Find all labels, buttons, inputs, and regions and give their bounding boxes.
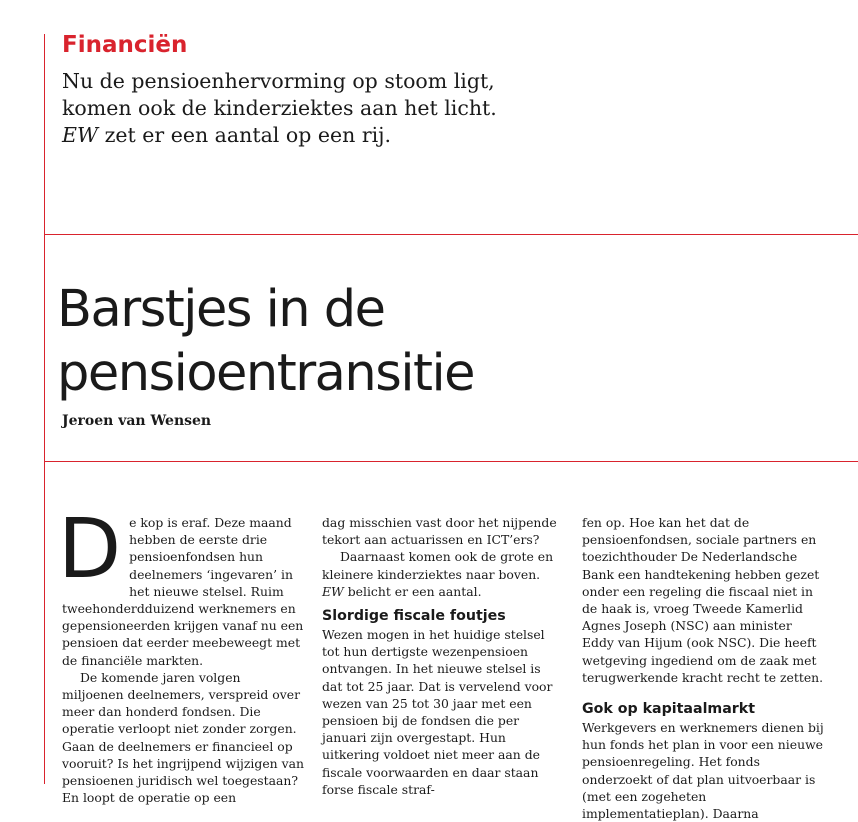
paragraph-text: Daarnaast komen ook de grote en kleinere kinderziektes naar boven. [322, 549, 554, 582]
left-rule-middle [44, 234, 45, 461]
intro-line-3: zet er een aantal op een rij. [98, 123, 392, 147]
subheading-kapitaalmarkt: Gok op kapitaalmarkt [582, 701, 756, 718]
intro-line-2: komen ook de kinderziektes aan het licht. [62, 96, 497, 120]
paragraph: Werkgevers en werknemers dienen bij hun fonds het plan in voor een nieuwe pensioenregeling. Het fonds onderzoekt of dat plan uitvoerbaar is (met een zogeheten implementatieplan). Daarna [582, 720, 824, 822]
left-rule-bottom [44, 461, 45, 784]
article-title-line-1: Barstjes in de [57, 280, 385, 339]
paragraph: Wezen mogen in het huidige stelsel tot hun dertigste wezenpensioen ontvangen. In het nieuwe stelsel is dat tot 25 jaar. Dat is vervelend voor wezen van 25 tot 30 jaar met een pensioen bij de fondsen die per januari zijn overgestapt. Hun uitkering voldoet niet meer aan de fiscale voorwaarden en daar staan forse fiscale straf- [322, 627, 553, 797]
divider-top [44, 234, 858, 235]
article-title [57, 278, 474, 406]
paragraph: e kop is eraf. Deze maand hebben de eerste drie pensioenfondsen hun deelnemers ‘ingevaren’ in het nieuwe stelsel. Ruim tweehonderdduizend werknemers en gepensioneerden krijgen vanaf nu een pensioen dat eerder meebeweegt met de financiële markten. [62, 515, 304, 668]
left-rule-top [44, 34, 45, 234]
paragraph: fen op. Hoe kan het dat de pensioenfondsen, sociale partners en toezichthouder De Nederlandsche Bank een handtekening hebben gezet onder een regeling die fiscaal niet in de haak is, vroeg Tweede Kamerlid Agnes Joseph (NSC) aan minister Eddy van Hijum (ook NSC). Die heeft wetgeving ingediend om de zaak met terugwerkende kracht recht te zetten. [582, 515, 824, 685]
intro-text [62, 68, 602, 149]
intro-line-1: Nu de pensioenhervorming op stoom ligt, [62, 69, 495, 93]
ew-italic: EW [322, 583, 344, 599]
paragraph-text: belicht er een aantal. [343, 583, 482, 599]
section-label: Financiën [62, 32, 188, 58]
paragraph [322, 548, 564, 600]
paragraph: dag misschien vast door het nijpende tekort aan actuarissen en ICT’ers? [322, 515, 557, 548]
article-column-1 [58, 502, 304, 806]
paragraph: De komende jaren volgen miljoenen deelnemers, verspreid over meer dan honderd fondsen. Die operatie verloopt niet zonder zorgen. Gaan de deelnemers er financieel op vooruit? Is het ingrijpend wijzigen van pensioenen juridisch wel toegestaan? En loopt de operatie op een [62, 669, 304, 806]
article-column-2 [322, 514, 564, 798]
article-column-3 [582, 514, 824, 822]
author-byline: Jeroen van Wensen [62, 413, 212, 429]
intro-ew-italic: EW [62, 123, 99, 147]
article-title-line-2: pensioentransitie [57, 344, 475, 403]
subheading-fiscale-foutjes: Slordige fiscale foutjes [322, 608, 506, 625]
divider-bottom [44, 461, 858, 462]
drop-cap: D [58, 502, 122, 597]
